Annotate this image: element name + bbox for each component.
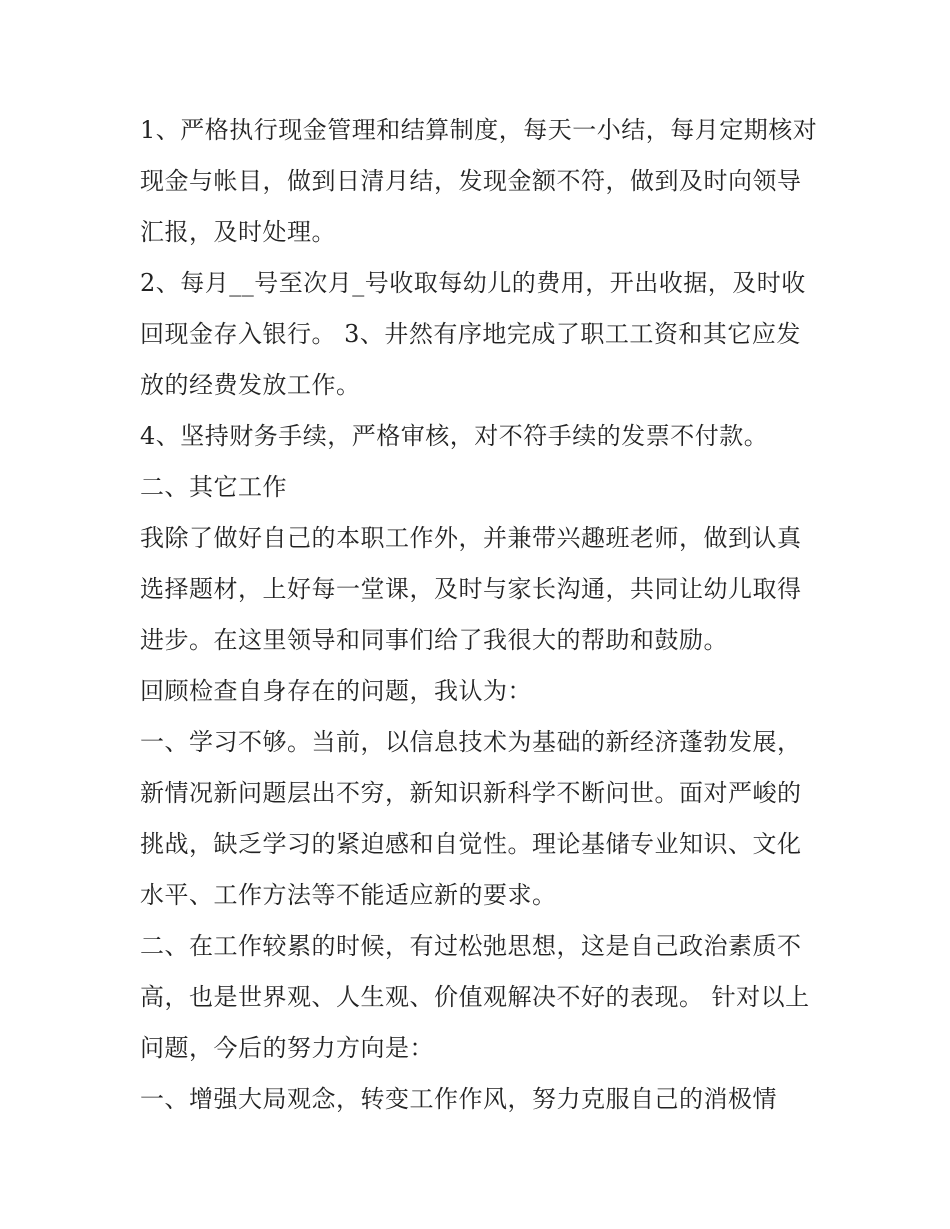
paragraph-cash-management: 1、严格执行现金管理和结算制度，每天一小结，每月定期核对现金与帐目，做到日清月结，发现金额不符，做到及时向领导汇报，及时处理。 xyxy=(140,116,818,246)
paragraph-other-work: 我除了做好自己的本职工作外，并兼带兴趣班老师，做到认真选择题材，上好每一堂课，及时与家长沟通，共同让幼儿取得进步。在这里领导和同事们给了我很大的帮助和鼓励。 xyxy=(140,524,802,654)
paragraph-improvement-direction: 一、增强大局观念，转变工作作风，努力克服自己的消极情 xyxy=(140,1085,777,1113)
paragraph-financial-procedures: 4、坚持财务手续，严格审核，对不符手续的发票不付款。 xyxy=(140,422,769,450)
document-body xyxy=(140,105,820,1125)
section-heading-other-work: 二、其它工作 xyxy=(140,473,287,501)
paragraph-self-review: 回顾检查自身存在的问题，我认为： xyxy=(140,677,532,705)
paragraph-problem-attitude: 二、在工作较累的时候，有过松弛思想，这是自己政治素质不高，也是世界观、人生观、价值观解决不好的表现。 针对以上问题，今后的努力方向是： xyxy=(140,932,810,1062)
paragraph-problem-learning: 一、学习不够。当前，以信息技术为基础的新经济蓬勃发展，新情况新问题层出不穷，新知识新科学不断问世。面对严峻的挑战，缺乏学习的紧迫感和自觉性。理论基储专业知识、文化水平、工作方法等不能适应新的要求。 xyxy=(140,728,802,909)
paragraph-fee-collection: 2、每月__号至次月_号收取每幼儿的费用，开出收据，及时收回现金存入银行。 3、井然有序地完成了职工工资和其它应发放的经费发放工作。 xyxy=(140,269,806,399)
